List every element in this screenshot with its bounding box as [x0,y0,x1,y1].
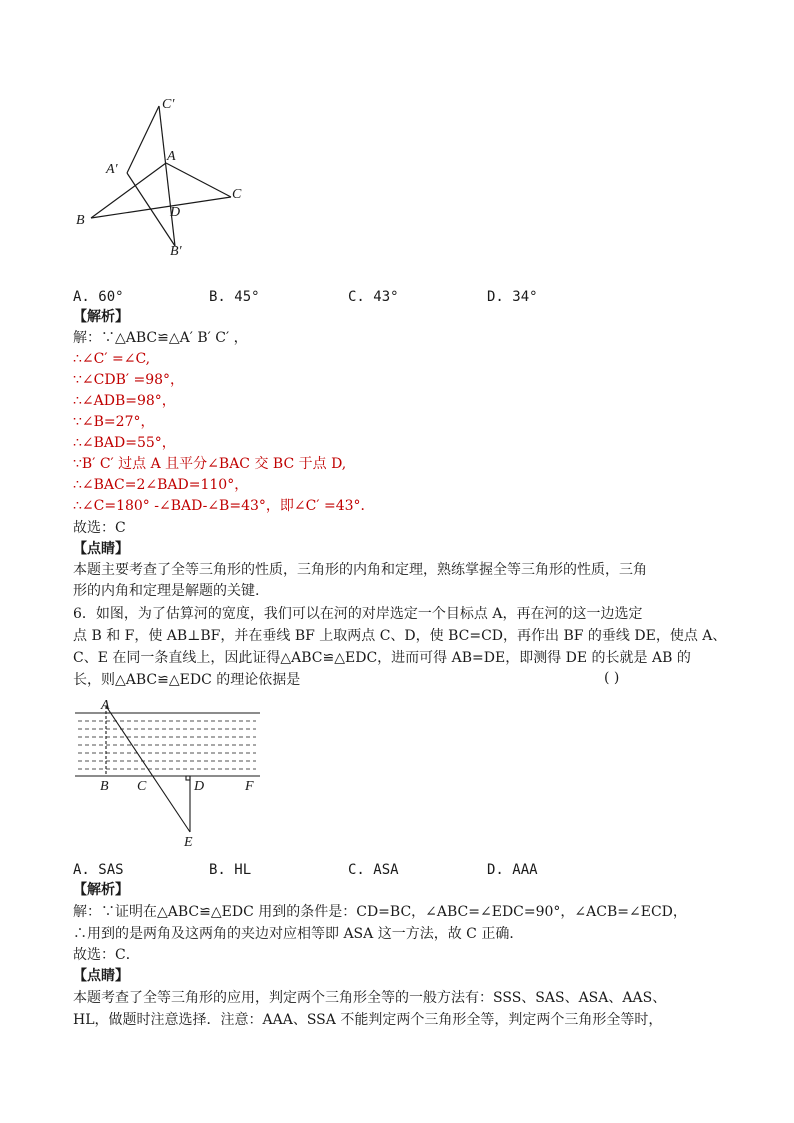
q5-comment-line-2: 形的内角和定理是解题的关键. [73,583,260,599]
q6-option-a[interactable]: A. SAS [73,862,124,878]
q6-question-line-4: 长，则△ABC≌△EDC 的理论依据是 [73,672,301,688]
q5-solution-line-4: ∴∠ADB=98°， [73,393,176,409]
label-c: C [137,779,147,794]
label-b: B [100,779,109,794]
q5-option-d[interactable]: D. 34° [487,289,538,305]
q5-comment-header: 【点睛】 [73,541,129,557]
q6-solution-line-2: ∴用到的是两角及这两角的夹边对应相等即 ASA 这一方法，故 C 正确． [73,926,524,942]
segment-a-c [166,163,231,197]
q5-comment-line-1: 本题主要考查了全等三角形的性质，三角形的内角和定理，熟练掌握全等三角形的性质，三角 [73,562,647,578]
q6-question-line-2: 点 B 和 F，使 AB⊥BF，并在垂线 BF 上取两点 C、D，使 BC=CD，再作出 BF 的垂线 DE，使点 A、 [73,628,727,644]
q5-answer: 故选：C [73,520,126,536]
right-angle-mark-d [186,776,190,780]
label-d: D [194,779,205,794]
q5-analysis-header: 【解析】 [73,309,129,325]
q5-solution-line-7: ∵B′ C′ 过点 A 且平分∠BAC 交 BC 于点 D, [73,456,347,472]
q5-solution-line-8: ∴∠BAC=2∠BAD=110°， [73,477,249,493]
segment-c-prime-a-prime [127,106,159,173]
q5-solution-line-2: ∴∠C′ =∠C, [73,351,151,367]
q6-comment-line-2: HL，做题时注意选择．注意：AAA、SSA 不能判定两个三角形全等，判定两个三角形全等时， [73,1012,663,1028]
label-a: A [167,149,176,164]
label-d: D [170,205,181,220]
q5-solution-line-5: ∵∠B=27°， [73,414,155,430]
q5-option-b[interactable]: B. 45° [209,289,260,305]
label-c-prime: C′ [162,97,175,112]
label-a: A [101,698,110,713]
q6-question-line-1: 6．如图，为了估算河的宽度，我们可以在河的对岸选定一个目标点 A，再在河的这一边选定 [73,606,643,622]
q6-solution-line-1: 解：∵证明在△ABC≌△EDC 用到的条件是：CD=BC，∠ABC=∠EDC=90°，∠ACB=∠ECD， [73,904,687,920]
q6-option-c[interactable]: C. ASA [348,862,399,878]
label-c: C [232,187,242,202]
label-b-prime: B′ [170,244,182,259]
segment-b-c [91,197,231,218]
q6-answer-bracket[interactable]: ( ) [604,670,620,686]
label-b: B [76,213,85,228]
figure-triangles [70,92,260,262]
q5-option-c[interactable]: C. 43° [348,289,399,305]
q6-option-b[interactable]: B. HL [209,862,252,878]
q6-comment-header: 【点睛】 [73,968,129,984]
label-a-prime: A′ [106,162,118,177]
q6-option-d[interactable]: D. AAA [487,862,538,878]
q5-solution-line-9: ∴∠C=180° -∠BAD-∠B=43°，即∠C′ =43°． [73,498,375,514]
q6-answer: 故选：C． [73,947,140,963]
q5-solution-line-1: 解：∵△ABC≌△A′ B′ C′ ， [73,330,248,346]
q6-question-line-3: C、E 在同一条直线上，因此证得△ABC≌△EDC，进而可得 AB=DE，即测得 DE 的长就是 AB 的 [73,650,691,666]
label-e: E [184,835,193,850]
label-f: F [245,779,254,794]
q6-comment-line-1: 本题考查了全等三角形的应用，判定两个三角形全等的一般方法有：SSS、SAS、ASA、AAS、 [73,990,667,1006]
q5-solution-line-3: ∵∠CDB′ =98°， [73,372,185,388]
q5-solution-line-6: ∴∠BAD=55°， [73,435,176,451]
figure-river [70,696,270,854]
q6-analysis-header: 【解析】 [73,882,129,898]
water-lines [78,721,256,769]
q5-option-a[interactable]: A. 60° [73,289,124,305]
